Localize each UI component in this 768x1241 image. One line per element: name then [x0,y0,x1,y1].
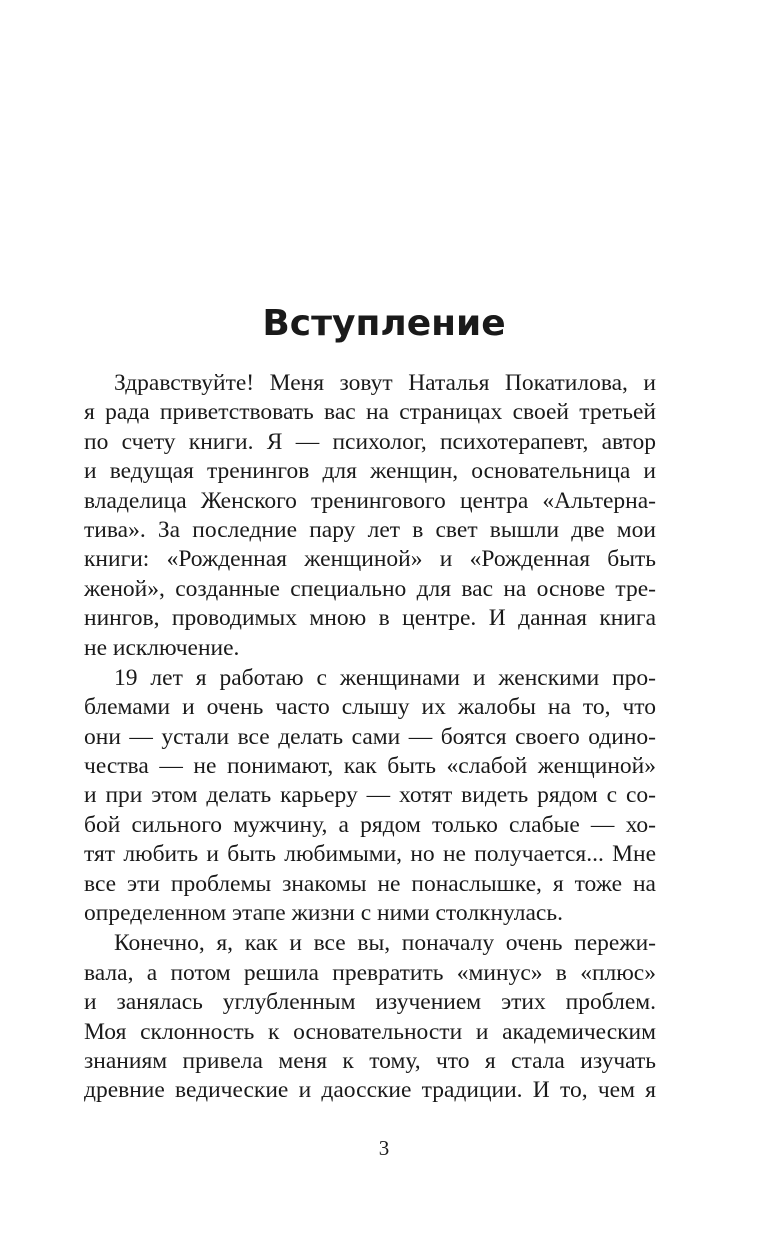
text-line: нингов, проводимых мною в центре. И данная книга [84,605,656,632]
text-line: 19 лет я работаю с женщинами и женскими про- [114,664,656,691]
text-line: и занялась углубленным изучением этих проблем. [84,989,656,1016]
page-number: 3 [378,1136,390,1160]
text-line: книги: «Рожденная женщиной» и «Рожденная быть [84,546,656,573]
paragraph-1 [84,369,656,663]
text-line: чества — не понимают, как быть «слабой женщиной» [84,753,656,780]
text-line: вала, а потом решила превратить «минус» в «плюс» [84,959,656,986]
text-line: все эти проблемы знакомы не понаслышке, я тоже на [84,870,656,897]
text-line: и ведущая тренингов для женщин, основательница и [84,458,656,485]
paragraph-2 [84,664,656,929]
text-line: тива». За последние пару лет в свет вышли две мои [84,516,656,543]
text-line: не исключение. [84,634,240,661]
text-line: Моя склонность к основательности и академическим [84,1018,656,1045]
text-line: владелица Женского тренингового центра «Альтерна- [84,487,656,514]
text-line: определенном этапе жизни с ними столкнулась. [84,900,563,927]
text-line: по счету книги. Я — психолог, психотерапевт, автор [84,428,656,455]
body-text [84,369,656,1106]
text-line: бой сильного мужчину, а рядом только слабые — хо- [84,811,656,838]
text-line: они — устали все делать сами — боятся своего одино- [84,723,656,750]
text-line: знаниям привела меня к тому, что я стала изучать [84,1047,656,1074]
paragraph-3 [84,929,656,1105]
text-line: Конечно, я, как и все вы, поначалу очень пережи- [114,930,656,957]
text-line: тят любить и быть любимыми, но не получается... Мне [84,841,656,868]
text-line: и при этом делать карьеру — хотят видеть рядом с со- [84,782,656,809]
chapter-heading: Вступление [262,303,506,344]
text-line: древние ведические и даосские традиции. И то, чем я [84,1077,656,1104]
text-line: я рада приветствовать вас на страницах своей третьей [84,399,656,426]
text-line: женой», созданные специально для вас на основе тре- [84,575,656,602]
text-line: блемами и очень часто слышу их жалобы на то, что [84,694,656,721]
text-line: Здравствуйте! Меня зовут Наталья Покатилова, и [114,370,656,396]
